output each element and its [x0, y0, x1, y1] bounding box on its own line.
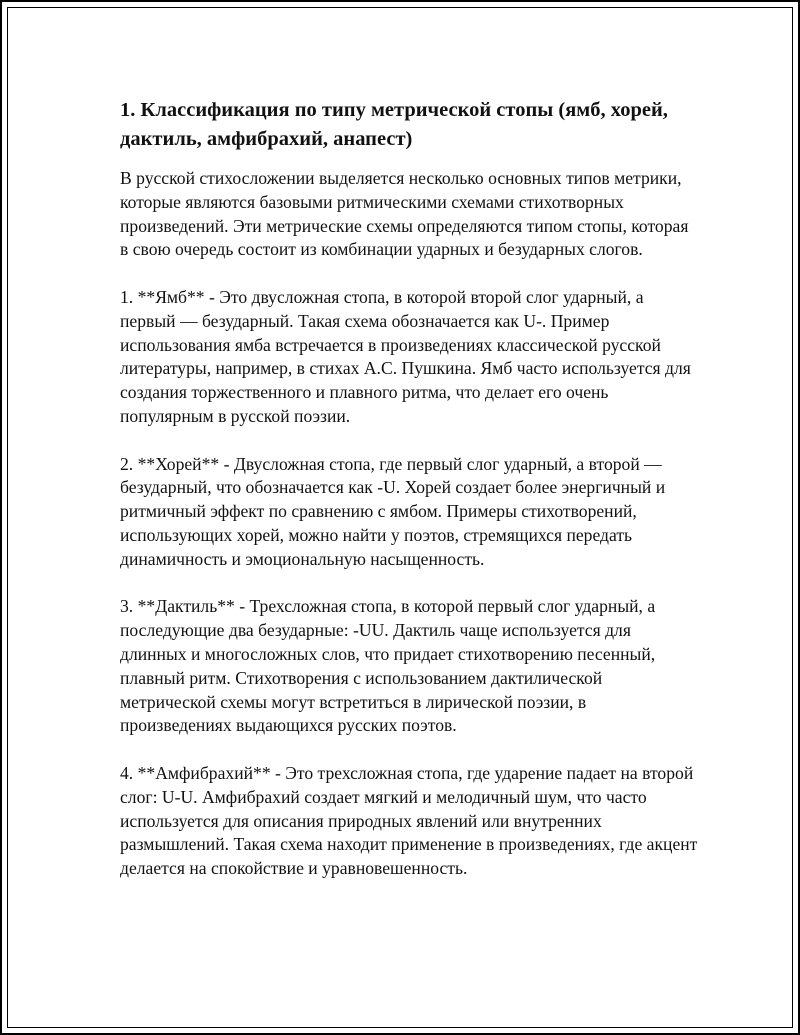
section-heading: 1. Классификация по типу метрической стопы (ямб, хорей, дактиль, амфибрахий, анапест) — [120, 99, 668, 150]
paragraph-trochee: 2. **Хорей** - Двусложная стопа, где первый слог ударный, а второй — безударный, что обозначается как -U. Хорей создает более энергичный и ритмичный эффект по сравнению с ямбом. Примеры стихотворений, использующих хорей, можно найти у поэтов, стремящихся передать динамичность и эмоциональную насыщенность. — [120, 453, 666, 569]
paragraph-iamb: 1. **Ямб** - Это двусложная стопа, в которой второй слог ударный, а первый — безударный. Такая схема обозначается как U-. Пример использования ямба встречается в произведениях классической русской литературы, например, в стихах А.С. Пушкина. Ямб часто используется для создания торжественного и плавного ритма, что делает его очень популярным в русской поэзии. — [120, 286, 691, 426]
paragraph-dactyl: 3. **Дактиль** - Трехсложная стопа, в которой первый слог ударный, а последующие два безударные: -UU. Дактиль чаще используется для длинных и многосложных слов, что придает стихотворению песенный, плавный ритм. Стихотворения с использованием дактилической метрической схемы могут встретиться в лирической поэзии, в произведениях выдающихся русских поэтов. — [120, 596, 656, 736]
document-body — [120, 96, 700, 905]
paragraph-amphibrach: 4. **Амфибрахий** - Это трехсложная стопа, где ударение падает на второй слог: U-U. Амфибрахий создает мягкий и мелодичный шум, что часто используется для описания природных явлений или внутренних размышлений. Такая схема находит применение в произведениях, где акцент делается на спокойствие и уравновешенность. — [120, 762, 698, 879]
intro-paragraph: В русской стихосложении выделяется несколько основных типов метрики, которые являются базовыми ритмическими схемами стихотворных произведений. Эти метрические схемы определяются типом стопы, которая в свою очередь состоит из комбинации ударных и безударных слогов. — [120, 168, 689, 260]
